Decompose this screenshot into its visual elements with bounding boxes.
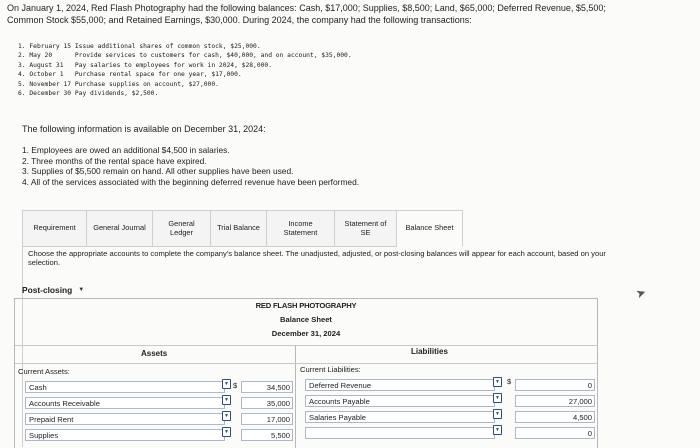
assets-heading: Assets [141, 349, 168, 358]
asset-account-select[interactable]: Cash [25, 381, 225, 393]
tab-trial-balance[interactable]: Trial Balance [211, 211, 267, 247]
liability-amount: 0 [515, 427, 595, 439]
problem-intro: On January 1, 2024, Red Flash Photography had the following balances: Cash, $17,000; Supplies, $8,500; Land, $65,000; Deferred Revenue, $5,500; Common Stock $55,000; and Retained Earnings, $30,000. During 2024, the company had the following transactions: [7, 3, 606, 25]
dropdown-icon[interactable]: ▼ [493, 377, 502, 387]
dropdown-icon[interactable]: ▼ [222, 411, 231, 421]
dollar-sign: $ [507, 377, 512, 386]
dollar-sign: $ [233, 381, 238, 390]
tab-balance-sheet[interactable]: Balance Sheet [397, 211, 463, 247]
transaction-list [18, 42, 352, 98]
tab-bar [22, 210, 463, 247]
asset-amount: 34,500 [241, 381, 293, 393]
tab-requirement[interactable]: Requirement [23, 211, 87, 247]
transaction-item: 4. October 1 Purchase rental space for one year, $17,000. [18, 71, 242, 79]
dropdown-value: Post-closing [22, 285, 73, 295]
statement-title: Balance Sheet [280, 315, 332, 324]
asset-account-select[interactable]: Prepaid Rent [25, 413, 225, 425]
dropdown-icon[interactable]: ▼ [222, 379, 231, 389]
info-item: 1. Employees are owed an additional $4,500 in salaries. [22, 145, 230, 155]
transaction-item: 6. December 30 Pay dividends, $2,500. [18, 90, 159, 98]
transaction-item: 1. February 15 Issue additional shares of common stock, $25,000. [18, 43, 261, 50]
divider [15, 345, 597, 346]
liabilities-heading: Liabilities [411, 347, 448, 356]
dropdown-icon[interactable]: ▼ [493, 425, 502, 435]
asset-amount: 17,000 [241, 413, 293, 425]
liability-account-select[interactable] [305, 427, 495, 439]
tab-statement-of-se[interactable]: Statement of SE [335, 211, 397, 247]
asset-account-select[interactable]: Supplies [25, 429, 225, 441]
dropdown-icon[interactable]: ▼ [493, 393, 502, 403]
info-item: 2. Three months of the rental space have expired. [22, 155, 207, 166]
liability-amount: 27,000 [515, 395, 595, 407]
chevron-down-icon: ▼ [78, 287, 85, 293]
info-item: 4. All of the services associated with the beginning deferred revenue have been performed. [22, 176, 360, 187]
tab-income-statement[interactable]: Income Statement [267, 211, 335, 247]
current-assets-label: Current Assets: [18, 367, 70, 376]
asset-amount: 5,500 [241, 429, 293, 441]
transaction-item: 5. November 17 Purchase supplies on account, $27,000. [18, 80, 219, 88]
dropdown-icon[interactable]: ▼ [222, 427, 231, 437]
balance-sheet-table [14, 298, 598, 448]
tab-general-journal[interactable]: General Journal [87, 211, 153, 247]
statement-date: December 31, 2024 [271, 329, 341, 338]
column-divider [295, 345, 296, 448]
liability-amount: 0 [515, 379, 595, 391]
asset-amount: 35,000 [241, 397, 293, 409]
asset-account-select[interactable]: Accounts Receivable [25, 397, 225, 409]
divider [15, 363, 597, 364]
transaction-item: 2. May 20 Provide services to customers for cash, $40,000, and on account, $35,000. [18, 52, 352, 60]
info-heading: The following information is available on December 31, 2024: [22, 124, 266, 134]
company-name: RED FLASH PHOTOGRAPHY [255, 301, 357, 310]
dropdown-icon[interactable]: ▼ [222, 395, 231, 405]
liability-amount: 4,500 [515, 411, 595, 423]
transaction-item: 3. August 31 Pay salaries to employees for work in 2024, $28,000. [18, 61, 273, 69]
liability-account-select[interactable]: Accounts Payable [305, 395, 495, 407]
mouse-cursor-icon: ➤ [633, 284, 649, 302]
balance-type-dropdown[interactable] [22, 285, 84, 295]
instruction-text: Choose the appropriate accounts to complete the company's balance sheet. The unadjusted, adjusted, or post-closing balances will appear for each account, based on your selection. [28, 249, 606, 268]
info-list [22, 145, 359, 187]
tab-general-ledger[interactable]: General Ledger [153, 211, 211, 247]
dropdown-icon[interactable]: ▼ [493, 409, 502, 419]
current-liabilities-label: Current Liabilities: [300, 365, 361, 374]
info-item: 3. Supplies of $5,500 remain on hand. All other supplies have been used. [22, 166, 294, 176]
balance-sheet-header [15, 299, 597, 349]
liability-account-select[interactable]: Salaries Payable [305, 411, 495, 423]
liability-account-select[interactable]: Deferred Revenue [305, 379, 495, 391]
